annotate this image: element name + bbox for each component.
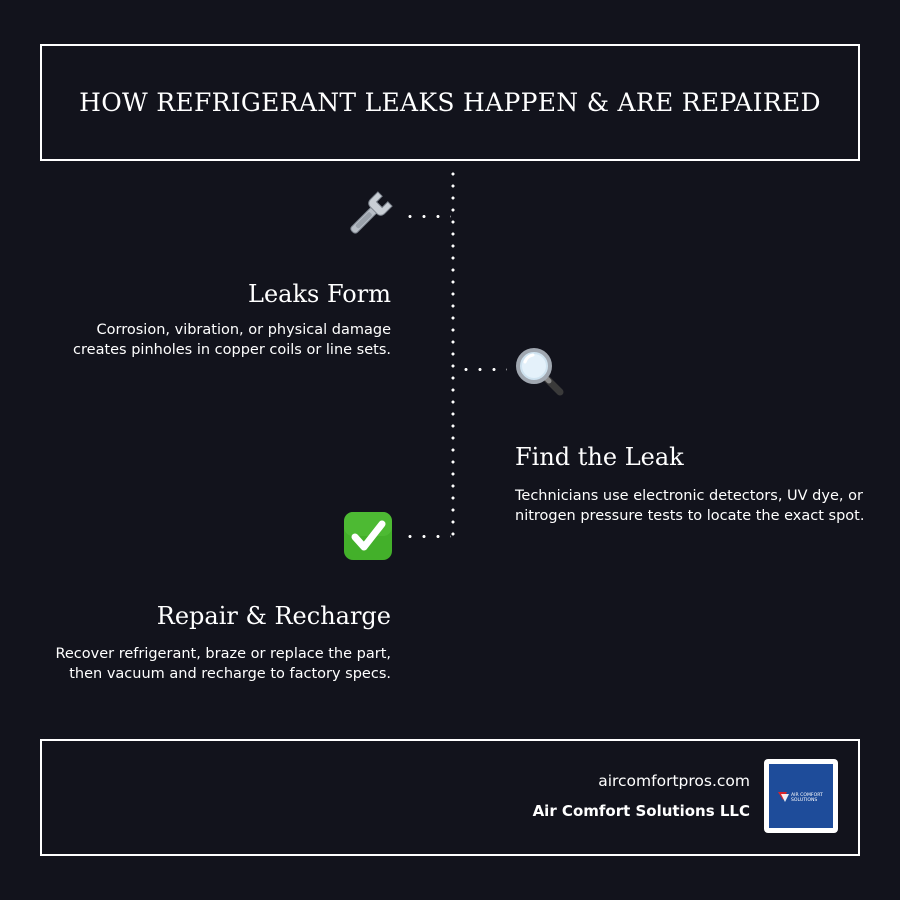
- step-description-line: creates pinholes in copper coils or line sets.: [73, 342, 391, 358]
- logo-background: [769, 764, 833, 828]
- step-title-find-the-leak: Find the Leak: [515, 443, 684, 471]
- wrench-icon: [342, 190, 394, 242]
- logo-text-line-2: SOLUTIONS: [791, 798, 818, 803]
- check-mark-icon: [342, 510, 394, 562]
- company-name: Air Comfort Solutions LLC: [532, 802, 750, 820]
- connector-step-1: [403, 215, 451, 218]
- connector-step-3: [403, 535, 451, 538]
- logo-text-line-1: AIR COMFORT: [791, 793, 823, 798]
- step-description-find-the-leak: [515, 486, 885, 526]
- step-title-leaks-form: Leaks Form: [248, 280, 391, 308]
- page-title: HOW REFRIGERANT LEAKS HAPPEN & ARE REPAIRED: [79, 88, 821, 117]
- footer-banner: [40, 739, 860, 856]
- step-title-repair-recharge: Repair & Recharge: [156, 602, 391, 630]
- magnifying-glass-icon: [513, 345, 565, 397]
- company-logo: [764, 759, 838, 833]
- step-description-line: Corrosion, vibration, or physical damage: [96, 322, 391, 338]
- step-description-line: nitrogen pressure tests to locate the exact spot.: [515, 508, 865, 524]
- title-banner: [40, 44, 860, 161]
- connector-step-2: [459, 368, 507, 371]
- step-description-repair-recharge: [0, 644, 391, 684]
- website-url[interactable]: aircomfortpros.com: [598, 772, 750, 790]
- timeline-line: [452, 168, 455, 540]
- step-description-leaks-form: [0, 320, 391, 360]
- step-description-line: Recover refrigerant, braze or replace the part,: [55, 646, 391, 662]
- step-description-line: Technicians use electronic detectors, UV dye, or: [515, 488, 863, 504]
- step-description-line: then vacuum and recharge to factory specs.: [69, 666, 391, 682]
